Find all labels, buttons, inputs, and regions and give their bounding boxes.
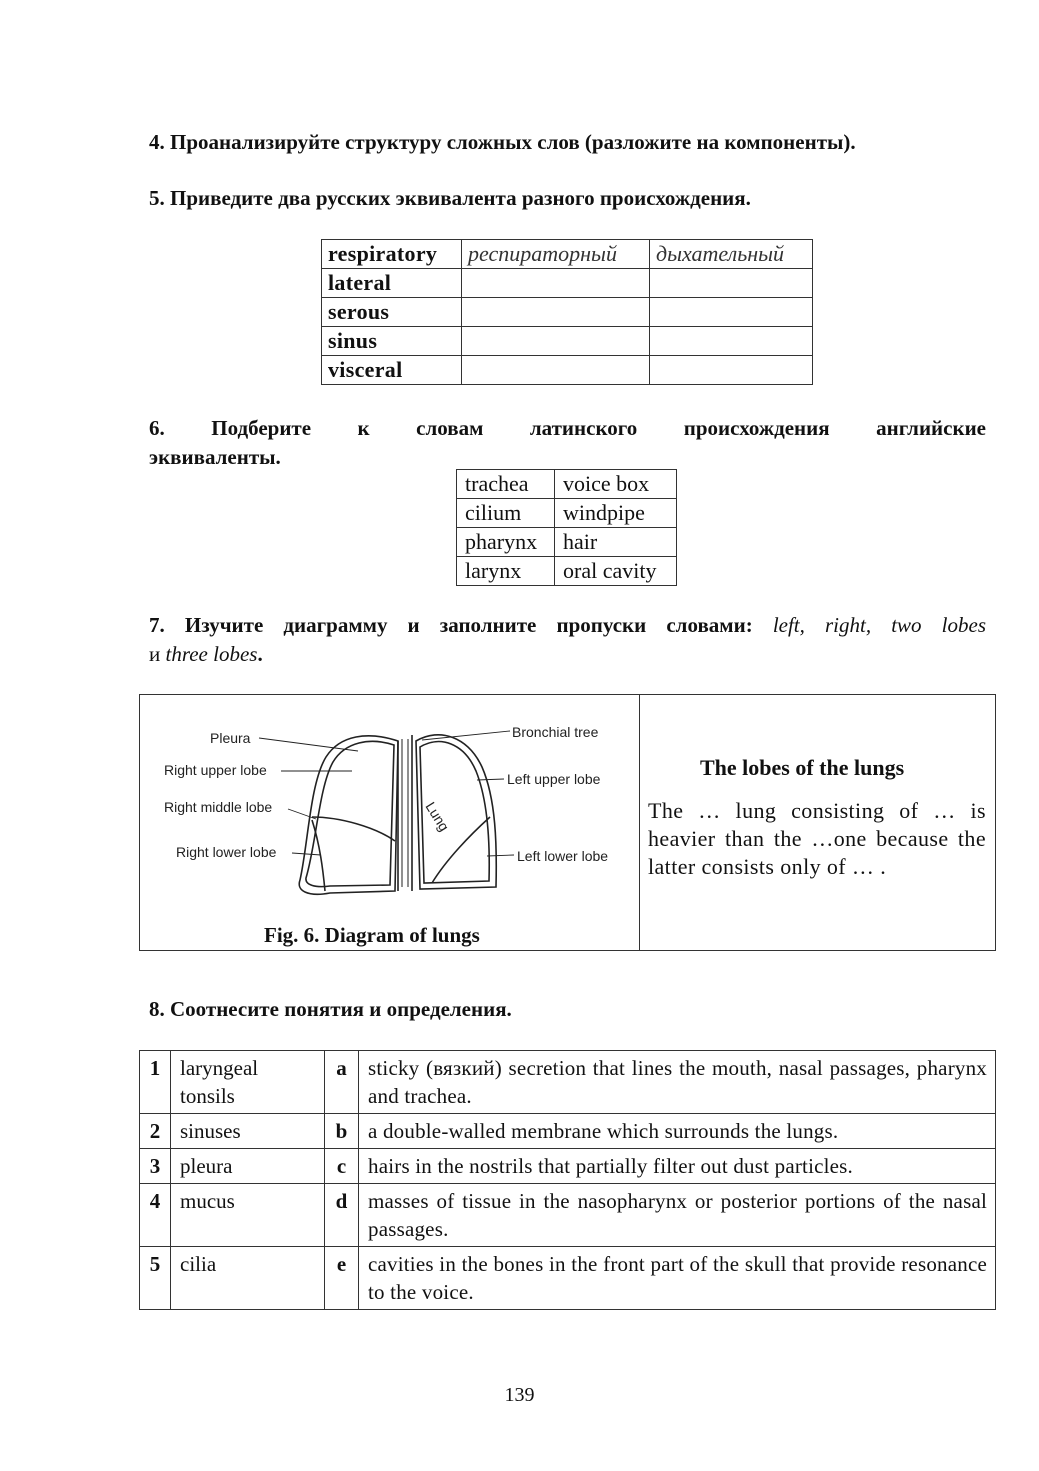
table-row [457,499,677,528]
definition: a double-walled membrane which surrounds the lungs. [359,1114,996,1149]
page-number: 139 [504,1384,535,1406]
task-7-period: . [257,642,263,666]
table-row [457,557,677,586]
table-row [322,327,813,356]
table-row [322,240,813,269]
task-8-heading: 8. Соотнесите понятия и определения. [149,997,512,1021]
answer-cell [650,327,813,356]
russian-equivalent-2: дыхательный [650,240,813,269]
label-right-middle-lobe: Right middle lobe [164,799,273,815]
answer-cell [650,356,813,385]
task-8-table [139,1050,996,1310]
english-term: hair [555,528,677,557]
answer-cell [462,356,650,385]
task-7-instruction: 7. Изучите диаграмму и заполните пропуски словами: [149,613,753,637]
right-fissure-horizontal [312,817,395,841]
leader-right-lower [292,853,321,855]
label-left-upper-lobe: Left upper lobe [507,771,601,787]
lobes-fill-in-text: The … lung consisting of … is heavier than the …one because the latter consists only of … . [648,798,986,879]
definition-letter: e [325,1247,359,1310]
task-5-table [321,239,813,385]
term: pleura [171,1149,325,1184]
leader-left-lower [487,855,514,856]
task-7-heading [149,611,986,639]
latin-term: pharynx [457,528,555,557]
answer-cell [462,269,650,298]
label-lung: Lung [422,799,453,834]
term: laryngeal tonsils [171,1051,325,1114]
trachea-inner [402,739,408,887]
right-lung-inner [306,741,394,886]
leader-right-middle [288,809,316,819]
table-row [322,356,813,385]
leader-pleura [259,738,358,751]
english-term: windpipe [555,499,677,528]
term: sinuses [171,1114,325,1149]
definition-letter: b [325,1114,359,1149]
task-7-words: left, right, two lobes [772,613,986,637]
answer-cell [650,298,813,327]
term-cell: respiratory [322,240,462,269]
term-cell: sinus [322,327,462,356]
definition-letter: a [325,1051,359,1114]
definition-letter: d [325,1184,359,1247]
term-number: 1 [140,1051,171,1114]
term-cell: serous [322,298,462,327]
leader-left-upper [477,779,504,780]
term-cell: visceral [322,356,462,385]
task-6-heading: 6. Подберите к словам латинского происхождения английские [149,416,986,440]
table-row [140,1149,996,1184]
task-6-heading-cont: эквиваленты. [149,445,281,469]
term-cell: lateral [322,269,462,298]
russian-equivalent-1: респираторный [462,240,650,269]
latin-term: larynx [457,557,555,586]
box-divider [639,695,640,950]
english-term: oral cavity [555,557,677,586]
task-7-heading-cont [149,640,263,668]
task-7-box [139,694,996,951]
right-lung-outer [299,736,398,894]
task-6-table [456,469,677,586]
answer-cell [462,327,650,356]
trachea-walls [398,735,412,891]
table-row [140,1051,996,1114]
definition: sticky (вязкий) secretion that lines the mouth, nasal passages, pharynx and trachea. [359,1051,996,1114]
label-left-lower-lobe: Left lower lobe [517,848,609,864]
table-row [140,1184,996,1247]
latin-term: trachea [457,470,555,499]
definition-letter: c [325,1149,359,1184]
table-row [140,1247,996,1310]
term-number: 4 [140,1184,171,1247]
right-fissure-oblique [312,820,325,891]
figure-caption: Fig. 6. Diagram of lungs [264,923,480,947]
answer-cell [650,269,813,298]
term-number: 2 [140,1114,171,1149]
latin-term: cilium [457,499,555,528]
english-term: voice box [555,470,677,499]
term: cilia [171,1247,325,1310]
label-bronchial-tree: Bronchial tree [512,724,599,740]
label-pleura: Pleura [210,730,251,746]
label-right-lower-lobe: Right lower lobe [176,844,277,860]
task-5-heading: 5. Приведите два русских эквивалента разного происхождения. [149,186,751,210]
task-7-conjunction: и [149,642,161,666]
table-row [457,470,677,499]
definition: masses of tissue in the nasopharynx or posterior portions of the nasal passages. [359,1184,996,1247]
label-right-upper-lobe: Right upper lobe [164,762,267,778]
term: mucus [171,1184,325,1247]
definition: hairs in the nostrils that partially filter out dust particles. [359,1149,996,1184]
table-row [457,528,677,557]
task-7-words-cont: three lobes [165,642,258,666]
table-row [322,298,813,327]
term-number: 5 [140,1247,171,1310]
answer-cell [462,298,650,327]
term-number: 3 [140,1149,171,1184]
task-4-heading: 4. Проанализируйте структуру сложных слов (разложите на компоненты). [149,130,856,154]
table-row [322,269,813,298]
definition: cavities in the bones in the front part of the skull that provide resonance to the voice. [359,1247,996,1310]
lobes-title: The lobes of the lungs [700,755,905,780]
table-row [140,1114,996,1149]
